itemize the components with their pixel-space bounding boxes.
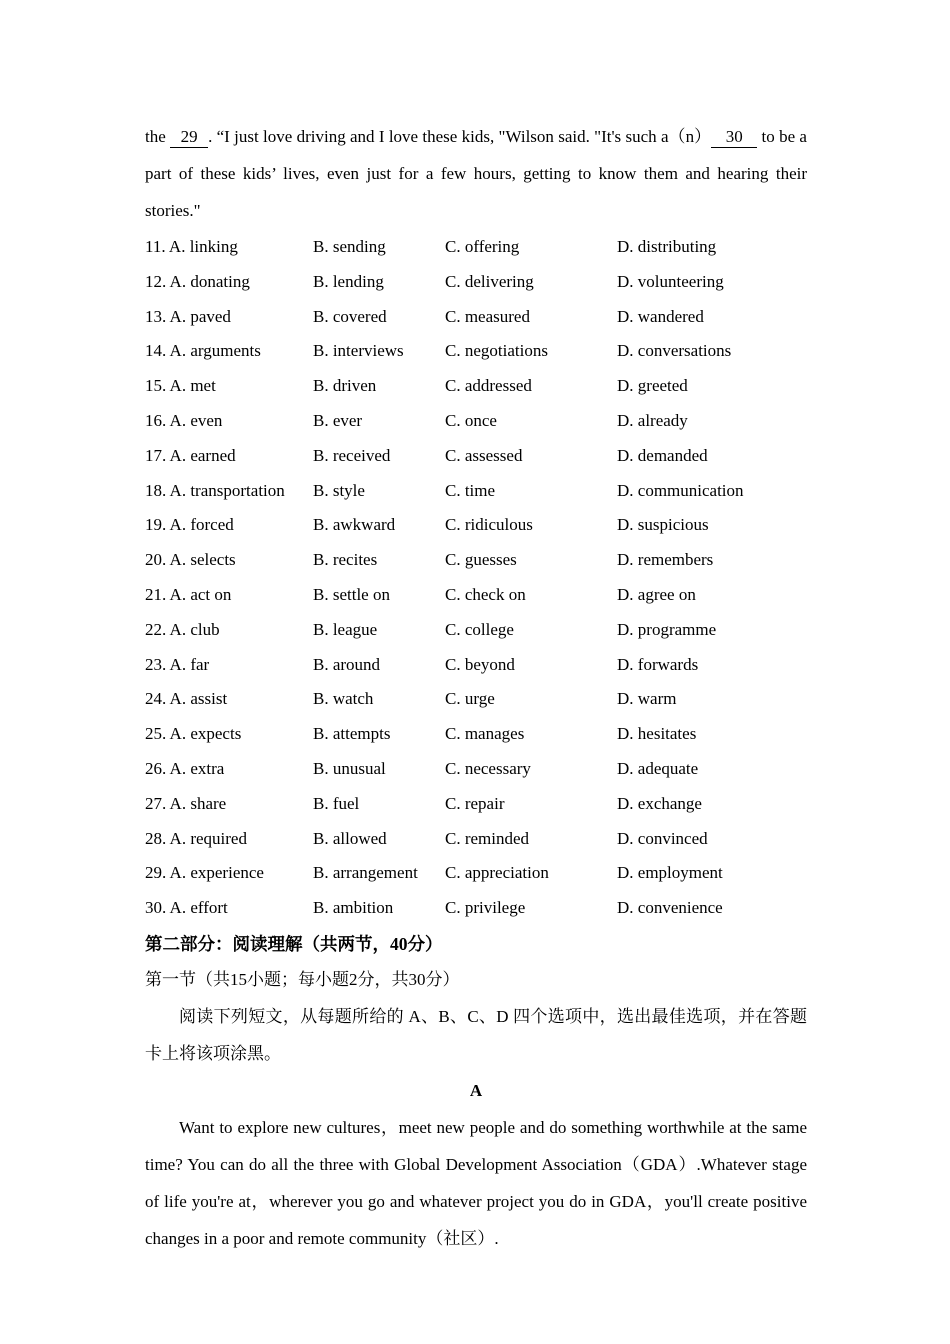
option-cell: D. convinced <box>617 828 708 848</box>
option-cell: 11. A. linking <box>145 237 238 256</box>
option-row <box>145 439 807 474</box>
option-cell: B. style <box>313 480 365 500</box>
option-row <box>145 856 807 891</box>
option-cell: D. suspicious <box>617 515 709 535</box>
option-cell: B. interviews <box>313 341 404 361</box>
option-cell: C. repair <box>445 793 505 813</box>
option-cell: 18. A. transportation <box>145 480 285 500</box>
option-cell: 20. A. selects <box>145 550 236 570</box>
option-cell: 25. A. expects <box>145 724 242 744</box>
blank-29: 29 <box>170 127 208 148</box>
option-cell: B. ever <box>313 410 363 430</box>
option-cell: C. necessary <box>445 758 531 778</box>
option-cell: B. lending <box>313 271 384 291</box>
option-cell: B. received <box>313 445 391 465</box>
option-cell: B. driven <box>313 376 377 396</box>
option-cell: D. employment <box>617 863 723 883</box>
option-cell: 23. A. far <box>145 654 210 674</box>
option-row <box>145 752 807 787</box>
section-one-subheading: 第一节（共15小题；每小题2分，共30分） <box>145 969 460 989</box>
option-cell: D. convenience <box>617 898 723 918</box>
option-row <box>145 265 807 300</box>
option-cell: D. warm <box>617 689 677 709</box>
intro-text-part2: . “I just love driving and I love these kids, "Wilson said. "It's such a（n） <box>208 127 712 146</box>
option-row <box>145 787 807 822</box>
option-cell: C. time <box>445 480 496 500</box>
option-cell: C. appreciation <box>445 863 549 883</box>
option-cell: 29. A. experience <box>145 863 264 883</box>
option-row <box>145 474 807 509</box>
option-cell: C. reminded <box>445 828 530 848</box>
option-cell: D. distributing <box>617 237 717 256</box>
option-row <box>145 369 807 404</box>
passage-a-label: A <box>469 1080 483 1100</box>
intro-text-part3: to be a part of these kids’ lives, even just for a few hours, getting to know them and hearing their stories." <box>145 127 807 220</box>
option-cell: C. check on <box>445 584 526 604</box>
option-cell: B. recites <box>313 550 378 570</box>
option-cell: 19. A. forced <box>145 515 234 535</box>
option-row <box>145 543 807 578</box>
option-cell: B. ambition <box>313 898 394 918</box>
option-cell: 14. A. arguments <box>145 341 261 361</box>
option-cell: B. watch <box>313 689 374 709</box>
option-row <box>145 578 807 613</box>
option-row <box>145 613 807 648</box>
option-cell: B. settle on <box>313 584 390 604</box>
option-cell: C. assessed <box>445 445 523 465</box>
option-cell: D. conversations <box>617 341 732 361</box>
option-cell: B. sending <box>313 237 386 256</box>
option-cell: C. negotiations <box>445 341 548 361</box>
cloze-intro-paragraph <box>145 118 807 229</box>
option-cell: 13. A. paved <box>145 306 231 326</box>
option-cell: B. covered <box>313 306 387 326</box>
option-cell: 17. A. earned <box>145 445 236 465</box>
option-cell: 15. A. met <box>145 376 216 396</box>
option-cell: B. arrangement <box>313 863 418 883</box>
option-cell: B. around <box>313 654 381 674</box>
option-cell: B. attempts <box>313 724 391 744</box>
option-row <box>145 404 807 439</box>
option-row <box>145 508 807 543</box>
option-cell: C. privilege <box>445 898 526 918</box>
option-row <box>145 717 807 752</box>
option-cell: C. manages <box>445 724 525 744</box>
blank-30: 30 <box>711 127 757 148</box>
option-cell: D. hesitates <box>617 724 697 744</box>
option-row <box>145 334 807 369</box>
option-cell: D. agree on <box>617 584 696 604</box>
option-cell: C. college <box>445 619 514 639</box>
section-two-heading: 第二部分：阅读理解（共两节，40分） <box>145 933 443 954</box>
option-cell: D. exchange <box>617 793 702 813</box>
option-cell: B. fuel <box>313 793 360 813</box>
option-row <box>145 230 807 265</box>
option-cell: 30. A. effort <box>145 898 228 918</box>
option-cell: C. measured <box>445 306 530 326</box>
option-cell: D. wandered <box>617 306 704 326</box>
option-row <box>145 891 807 926</box>
option-cell: D. remembers <box>617 550 714 570</box>
cloze-options <box>145 230 807 926</box>
option-cell: 26. A. extra <box>145 758 225 778</box>
option-cell: 16. A. even <box>145 410 223 430</box>
option-cell: D. greeted <box>617 376 688 396</box>
option-cell: 12. A. donating <box>145 271 250 291</box>
option-cell: C. urge <box>445 689 495 709</box>
option-cell: 21. A. act on <box>145 584 232 604</box>
option-cell: C. guesses <box>445 550 517 570</box>
option-cell: D. volunteering <box>617 271 724 291</box>
option-cell: 24. A. assist <box>145 689 228 709</box>
option-cell: C. once <box>445 410 497 430</box>
option-cell: B. league <box>313 619 378 639</box>
option-cell: D. demanded <box>617 445 708 465</box>
reading-instructions: 阅读下列短文，从每题所给的 A、B、C、D 四个选项中，选出最佳选项，并在答题卡上将该项涂黑。 <box>145 1006 807 1063</box>
option-cell: C. delivering <box>445 271 534 291</box>
option-cell: 22. A. club <box>145 619 220 639</box>
option-row <box>145 822 807 857</box>
intro-text-part1: the <box>145 127 171 146</box>
option-cell: D. programme <box>617 619 717 639</box>
option-cell: D. adequate <box>617 758 699 778</box>
option-cell: D. forwards <box>617 654 699 674</box>
option-cell: B. awkward <box>313 515 396 535</box>
option-cell: D. already <box>617 410 688 430</box>
option-cell: C. beyond <box>445 654 515 674</box>
option-cell: B. allowed <box>313 828 387 848</box>
option-cell: C. offering <box>445 237 520 256</box>
option-cell: D. communication <box>617 480 744 500</box>
option-row <box>145 648 807 683</box>
option-row <box>145 682 807 717</box>
option-cell: B. unusual <box>313 758 386 778</box>
option-cell: C. addressed <box>445 376 532 396</box>
option-cell: 27. A. share <box>145 793 227 813</box>
option-cell: C. ridiculous <box>445 515 533 535</box>
option-cell: 28. A. required <box>145 828 247 848</box>
passage-a-text: Want to explore new cultures，meet new people and do something worthwhile at the same time? You can do all the three with Global Development Association（GDA）.Whatever stage of life you're at，wherever you go and whatever project you do in GDA，you'll create positive changes in a poor and remote community（社区）. <box>145 1117 807 1248</box>
option-row <box>145 300 807 335</box>
